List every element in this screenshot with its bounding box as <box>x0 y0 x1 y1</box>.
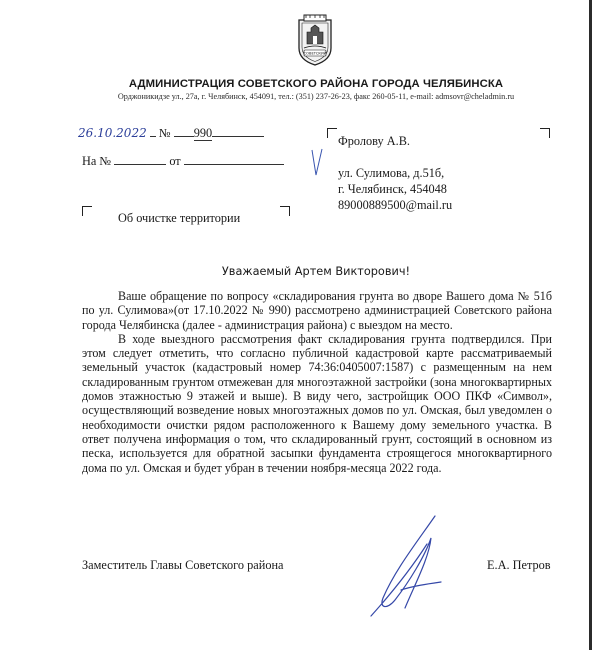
address-bracket-left <box>327 128 337 138</box>
reference-label: На № <box>82 154 112 168</box>
address-bracket-right <box>540 128 550 138</box>
handwritten-date: 26.10.2022 <box>78 126 147 140</box>
signatory-name: Е.А. Петров <box>487 558 551 572</box>
subject-bracket-right <box>280 206 290 216</box>
crest-ribbon-text: СОВЕТСКИЙ <box>303 51 327 56</box>
handwritten-signature <box>365 512 455 620</box>
letter-body <box>82 289 552 475</box>
number-value: 990 <box>193 126 213 140</box>
recipient-city: г. Челябинск, 454048 <box>338 182 447 196</box>
coat-of-arms-icon <box>296 14 334 66</box>
reference-from-label: от <box>169 154 181 168</box>
organization-title: АДМИНИСТРАЦИЯ СОВЕТСКОГО РАЙОНА ГОРОДА ЧЕЛЯБИНСКА <box>128 78 504 90</box>
recipient-email: 89000889500@mail.ru <box>338 198 453 212</box>
recipient-street: ул. Сулимова, д.51б, <box>338 166 445 180</box>
signatory-title: Заместитель Главы Советского района <box>82 558 284 572</box>
salutation: Уважаемый Артем Викторович! <box>221 265 411 278</box>
number-label: № <box>158 126 171 140</box>
letter-subject: Об очистке территории <box>118 211 241 225</box>
outgoing-date-number-line <box>78 124 308 141</box>
body-paragraph: Ваше обращение по вопросу «складирования грунта во дворе Вашего дома № 51б по ул. Сулимова»(от 17.10.2022 № 990) рассмотрено администрацией Советского района города Челябинска (далее - администрация района) с выездом на место. <box>82 289 552 332</box>
body-paragraph: В ходе выездного рассмотрения факт складирования грунта подтвердился. При этом следует отметить, что согласно публичной кадастровой карте рассматриваемый земельный участок (кадастровый номер 74:36:0405007:1587) с размещенным на нем складированным грунтом отмежеван для многоэтажной застройки (зона многоквартирных домов этажностью 9 этажей и выше). В виду чего, застройщик ООО ПКФ «Символ», осуществляющий возведение новых многоэтажных домов по ул. Омская, был уведомлен о необходимости очистки рядом расположенного к Вашему дому земельного участка. В ответ получена информация о том, что складированный грунт, состоящий в основном из песка, используется для обратной засыпки фундамента строящегося многоквартирного дома по ул. Омская и будет убран в течении ноября-месяца 2022 года. <box>82 331 552 475</box>
check-mark-icon <box>311 148 323 178</box>
organization-contacts: Орджоникидзе ул., 27а, г. Челябинск, 454091, тел.: (351) 237-26-23, факс 260-05-11, e-mail: admsovr@cheladmin.ru <box>117 92 515 101</box>
subject-bracket-left <box>82 206 92 216</box>
incoming-reference-line <box>82 152 312 169</box>
recipient-name: Фролову А.В. <box>338 134 410 148</box>
